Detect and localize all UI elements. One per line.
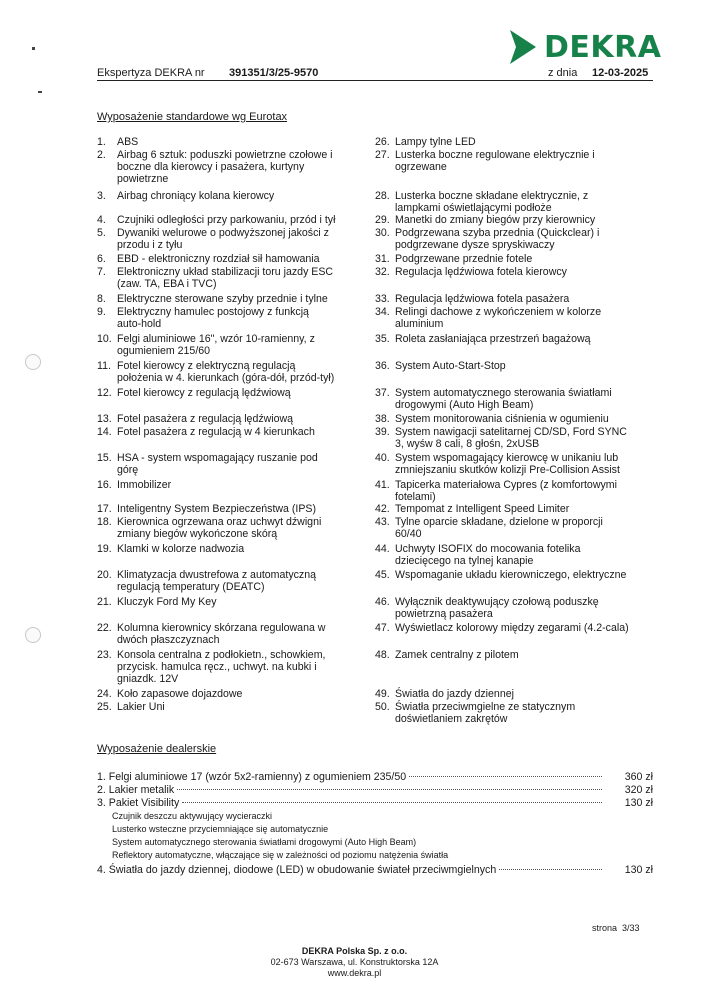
equipment-item-text: Fotel pasażera z regulacją lędźwiową (117, 413, 294, 425)
equipment-item-number: 28. (375, 190, 390, 202)
equipment-item-number: 19. (97, 543, 112, 555)
equipment-item-number: 14. (97, 426, 112, 438)
dealer-item-price: 130 zł (624, 864, 653, 876)
equipment-item (97, 150, 367, 185)
equipment-item (375, 689, 660, 701)
equipment-item-text: Relingi dachowe z wykończeniem w kolorze aluminium (395, 306, 602, 330)
equipment-item (375, 294, 660, 306)
equipment-item-text: Dywaniki welurowe o podwyższonej jakości z przodu i z tyłu (117, 227, 329, 251)
equipment-item-number: 30. (375, 227, 390, 239)
equipment-item (97, 702, 367, 714)
equipment-item (97, 453, 367, 477)
equipment-item (375, 427, 660, 451)
footer-website: www.dekra.pl (327, 968, 382, 978)
equipment-item (97, 137, 367, 149)
equipment-item-number: 1. (97, 136, 106, 148)
equipment-item-number: 26. (375, 136, 390, 148)
equipment-item-text: Manetki do zmiany biegów przy kierownicy (395, 214, 596, 226)
equipment-item-text: Regulacja lędźwiowa fotela kierowcy (395, 266, 567, 278)
equipment-item-text: Lusterka boczne regulowane elektrycznie i ogrzewane (395, 149, 595, 173)
equipment-item (97, 623, 367, 647)
dot-leader (177, 789, 602, 790)
equipment-item-text: Czujniki odległości przy parkowaniu, przód i tył (117, 214, 336, 226)
equipment-item-text: Elektryczne sterowane szyby przednie i tylne (117, 293, 328, 305)
equipment-item-text: Kluczyk Ford My Key (117, 596, 217, 608)
equipment-item-text: Regulacja lędźwiowa fotela pasażera (395, 293, 570, 305)
equipment-item-text: System Auto-Start-Stop (395, 360, 506, 372)
equipment-item (375, 597, 660, 621)
equipment-item (97, 504, 367, 516)
equipment-item-text: Tapicerka materiałowa Cypres (z komfortowymi fotelami) (395, 479, 617, 503)
equipment-item (375, 137, 660, 149)
equipment-item-number: 46. (375, 596, 390, 608)
equipment-item (375, 480, 660, 504)
equipment-item (375, 414, 660, 426)
equipment-item (97, 294, 367, 306)
equipment-item (97, 650, 367, 685)
equipment-item (375, 702, 660, 726)
footer-company: DEKRA Polska Sp. z o.o. (301, 946, 408, 956)
equipment-item-text: Airbag 6 sztuk: poduszki powietrzne czołowe i boczne dla kierowcy i pasażera, kurtyny powietrzne (117, 149, 333, 185)
equipment-item (97, 414, 367, 426)
equipment-item-number: 3. (97, 190, 106, 202)
equipment-item-number: 44. (375, 543, 390, 555)
expertise-date: 12-03-2025 (592, 67, 649, 79)
equipment-item-text: Światła przeciwmgielne ze statycznym doświetlaniem zakrętów (395, 701, 576, 725)
equipment-item-text: Lakier Uni (117, 701, 165, 713)
visibility-detail: Czujnik deszczu aktywujący wycieraczki (112, 811, 273, 821)
equipment-item-number: 49. (375, 688, 390, 700)
equipment-item-text: Podgrzewane przednie fotele (395, 253, 533, 265)
equipment-item-text: Wyświetlacz kolorowy między zegarami (4.2-cala) (395, 622, 629, 634)
equipment-item-text: Lampy tylne LED (395, 136, 476, 148)
equipment-item-number: 33. (375, 293, 390, 305)
equipment-item (97, 228, 367, 252)
equipment-item (97, 361, 367, 385)
dekra-logo-icon (506, 28, 540, 66)
dealer-item-label: 2. Lakier metalik (97, 784, 175, 796)
equipment-item (375, 504, 660, 516)
dealer-item-label: 4. Światła do jazdy dziennej, diodowe (LED) w obudowanie świateł przeciwmgielnych (97, 864, 497, 876)
equipment-item-text: Lusterka boczne składane elektrycznie, z lampkami oświetlającymi podłoże (395, 190, 589, 214)
equipment-item-text: Elektroniczny układ stabilizacji toru jazdy ESC (zaw. TA, EBA i TVC) (117, 266, 334, 290)
equipment-item (375, 228, 660, 252)
equipment-item (97, 427, 367, 439)
equipment-item (97, 334, 367, 358)
dealer-item (97, 864, 653, 876)
equipment-item-number: 15. (97, 452, 112, 464)
equipment-item-number: 24. (97, 688, 112, 700)
equipment-item-number: 45. (375, 569, 390, 581)
equipment-item-text: Fotel pasażera z regulacją w 4 kierunkach (117, 426, 315, 438)
equipment-item-number: 8. (97, 293, 106, 305)
equipment-item (375, 388, 660, 412)
equipment-item-text: Podgrzewana szyba przednia (Quickclear) i podgrzewane dysze spryskiwaczy (395, 227, 600, 251)
equipment-item-number: 11. (97, 360, 111, 372)
equipment-item-number: 6. (97, 253, 106, 265)
equipment-item-number: 50. (375, 701, 390, 713)
equipment-item-number: 36. (375, 360, 390, 372)
dealer-item (97, 797, 653, 809)
equipment-item-number: 40. (375, 452, 390, 464)
equipment-item-text: Kierownica ogrzewana oraz uchwyt dźwigni zmiany biegów wykończone skórą (117, 516, 322, 540)
dot-leader (182, 802, 602, 803)
equipment-item-text: HSA - system wspomagający ruszanie pod górę (117, 452, 318, 476)
equipment-item-text: Airbag chroniący kolana kierowcy (117, 190, 275, 202)
equipment-item (375, 517, 660, 541)
equipment-item (375, 623, 660, 635)
equipment-item (375, 544, 660, 568)
scan-mark (38, 91, 42, 93)
equipment-item-text: Tylne oparcie składane, dzielone w proporcji 60/40 (395, 516, 603, 540)
header-divider (97, 80, 653, 81)
equipment-item-number: 23. (97, 649, 112, 661)
equipment-item-number: 20. (97, 569, 112, 581)
equipment-item (375, 307, 660, 331)
equipment-item (375, 191, 660, 215)
date-label: z dnia (548, 67, 578, 79)
equipment-item (97, 254, 367, 266)
equipment-item-number: 34. (375, 306, 390, 318)
equipment-item (375, 267, 660, 279)
equipment-item-number: 41. (375, 479, 390, 491)
equipment-item-text: Koło zapasowe dojazdowe (117, 688, 243, 700)
equipment-item-number: 31. (375, 253, 390, 265)
equipment-item-text: Immobilizer (117, 479, 172, 491)
equipment-item (97, 570, 367, 594)
dealer-item (97, 771, 653, 783)
equipment-item (97, 307, 367, 331)
equipment-item (97, 267, 367, 291)
equipment-item-number: 18. (97, 516, 112, 528)
equipment-item (97, 480, 367, 492)
equipment-item-number: 16. (97, 479, 112, 491)
equipment-item (375, 150, 660, 174)
equipment-item-text: Fotel kierowcy z regulacją lędźwiową (117, 387, 291, 399)
equipment-item-text: Roleta zasłaniająca przestrzeń bagażową (395, 333, 591, 345)
equipment-item-number: 48. (375, 649, 390, 661)
dealer-item-price: 360 zł (624, 771, 653, 783)
equipment-item (375, 453, 660, 477)
dealer-item-price: 320 zł (624, 784, 653, 796)
equipment-item-text: Felgi aluminiowe 16", wzór 10-ramienny, z ogumieniem 215/60 (117, 333, 315, 357)
equipment-item (375, 254, 660, 266)
equipment-item-text: System monitorowania ciśnienia w ogumieniu (395, 413, 609, 425)
equipment-item-number: 7. (97, 266, 106, 278)
equipment-item-number: 29. (375, 214, 390, 226)
equipment-item-number: 32. (375, 266, 390, 278)
expertise-label: Ekspertyza DEKRA nr (97, 67, 205, 79)
equipment-item-text: System wspomagający kierowcę w unikaniu lub zmniejszaniu skutków kolizji Pre-Collision Assist (395, 452, 620, 476)
equipment-item-number: 5. (97, 227, 106, 239)
equipment-item (97, 215, 367, 227)
equipment-item-number: 43. (375, 516, 390, 528)
equipment-item (97, 597, 367, 609)
equipment-item-number: 25. (97, 701, 112, 713)
equipment-item-number: 21. (97, 596, 112, 608)
equipment-item-number: 22. (97, 622, 112, 634)
equipment-item-text: Zamek centralny z pilotem (395, 649, 519, 661)
equipment-item-number: 17. (97, 503, 112, 515)
equipment-item-number: 39. (375, 426, 390, 438)
footer-address: 02-673 Warszawa, ul. Konstruktorska 12A (270, 957, 439, 967)
dealer-item (97, 784, 653, 796)
visibility-detail: Reflektory automatyczne, włączające się w zależności od poziomu natężenia światła (112, 850, 449, 860)
punch-hole (25, 354, 41, 370)
equipment-item-text: Wspomaganie układu kierowniczego, elektryczne (395, 569, 627, 581)
equipment-item (375, 334, 660, 346)
equipment-item-text: System automatycznego sterowania światłami drogowymi (Auto High Beam) (395, 387, 612, 411)
punch-hole (25, 627, 41, 643)
equipment-item-text: Światła do jazdy dziennej (395, 688, 514, 700)
equipment-item (375, 650, 660, 662)
equipment-item-text: Wyłącznik deaktywujący czołową poduszkę powietrzną pasażera (395, 596, 599, 620)
dealer-item-label: 1. Felgi aluminiowe 17 (wzór 5x2-ramienny) z ogumieniem 235/50 (97, 771, 407, 783)
dealer-item-price: 130 zł (624, 797, 653, 809)
equipment-item-number: 37. (375, 387, 390, 399)
equipment-item-text: Kolumna kierownicy skórzana regulowana w dwóch płaszczyznach (117, 622, 326, 646)
equipment-item-number: 12. (97, 387, 112, 399)
dekra-logo (506, 28, 661, 66)
equipment-item-text: Tempomat z Intelligent Speed Limiter (395, 503, 570, 515)
equipment-item-number: 47. (375, 622, 390, 634)
equipment-item-text: Inteligentny System Bezpieczeństwa (IPS) (117, 503, 317, 515)
equipment-item-text: Klamki w kolorze nadwozia (117, 543, 245, 555)
equipment-item (97, 191, 367, 203)
equipment-item-number: 2. (97, 149, 106, 161)
equipment-item-text: Fotel kierowcy z elektryczną regulacją położenia w 4. kierunkach (góra-dół, przód-tył) (117, 360, 335, 384)
equipment-item-number: 9. (97, 306, 106, 318)
equipment-item-text: EBD - elektroniczny rozdział sił hamowania (117, 253, 320, 265)
equipment-item-number: 38. (375, 413, 390, 425)
equipment-item-text: ABS (117, 136, 139, 148)
equipment-item-text: Elektryczny hamulec postojowy z funkcją auto-hold (117, 306, 309, 330)
standard-equipment-title: Wyposażenie standardowe wg Eurotax (97, 111, 288, 123)
expertise-number: 391351/3/25-9570 (229, 67, 319, 79)
equipment-item (97, 517, 367, 541)
equipment-item-text: Uchwyty ISOFIX do mocowania fotelika dziecięcego na tylnej kanapie (395, 543, 581, 567)
equipment-item-number: 13. (97, 413, 112, 425)
equipment-item-number: 4. (97, 214, 106, 226)
equipment-item (97, 689, 367, 701)
equipment-item-number: 27. (375, 149, 390, 161)
visibility-detail: Lusterko wsteczne przyciemniające się automatycznie (112, 824, 329, 834)
dot-leader (409, 776, 602, 777)
equipment-item-text: Klimatyzacja dwustrefowa z automatyczną regulacją temperatury (DEATC) (117, 569, 317, 593)
dealer-equipment-title: Wyposażenie dealerskie (97, 743, 217, 755)
equipment-item (375, 570, 660, 582)
equipment-item-number: 35. (375, 333, 390, 345)
equipment-item-text: Konsola centralna z podłokietn., schowkiem, przycisk. hamulca ręcz., uchwyt. na kubki i gniazdk. 12V (117, 649, 326, 685)
equipment-item-number: 42. (375, 503, 390, 515)
page-number: strona 3/33 (592, 923, 640, 933)
logo-text: DEKRA (544, 29, 662, 65)
visibility-detail: System automatycznego sterowania światłami drogowymi (Auto High Beam) (112, 837, 417, 847)
dealer-item-label: 3. Pakiet Visibility (97, 797, 180, 809)
scan-mark (32, 47, 35, 50)
equipment-item (97, 388, 367, 400)
equipment-item-text: System nawigacji satelitarnej CD/SD, Ford SYNC 3, wyśw 8 cali, 8 głośn, 2xUSB (395, 426, 627, 450)
dot-leader (499, 869, 602, 870)
equipment-item (97, 544, 367, 556)
equipment-item (375, 361, 660, 373)
equipment-item (375, 215, 660, 227)
equipment-item-number: 10. (97, 333, 112, 345)
